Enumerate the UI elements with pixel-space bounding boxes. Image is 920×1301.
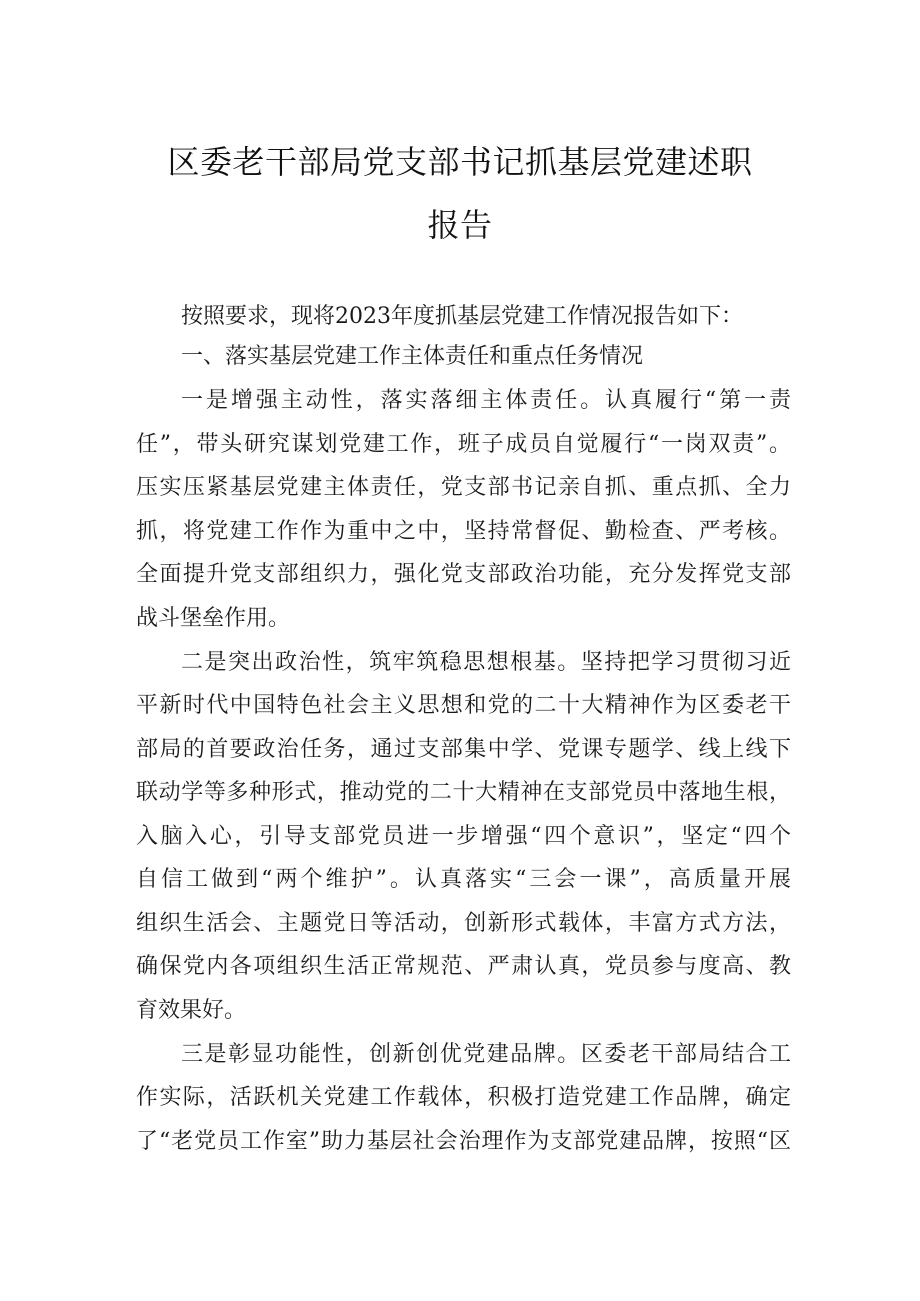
paragraph-line: 组织生活会、主题党日等活动，创新形式载体，丰富方式方法， — [136, 911, 791, 936]
paragraph-line: 入脑入心，引导支部党员进一步增强“四个意识”，坚定“四个 — [136, 824, 791, 849]
paragraph-line: 全面提升党支部组织力，强化党支部政治功能，充分发挥党支部 — [136, 562, 791, 587]
paragraph-line: 战斗堡垒作用。 — [136, 606, 291, 631]
paragraph-line: 自信工做到“两个维护”。认真落实“三会一课”，高质量开展 — [136, 867, 791, 892]
document-title-line-1: 区委老干部局党支部书记抓基层党建述职 — [167, 143, 753, 181]
paragraph-line: 三是彰显功能性，创新创优党建品牌。区委老干部局结合工 — [181, 1042, 791, 1067]
paragraph-line: 作实际，活跃机关党建工作载体，积极打造党建工作品牌，确定 — [136, 1085, 791, 1110]
paragraph-line: 了“老党员工作室”助力基层社会治理作为支部党建品牌，按照“区 — [136, 1129, 791, 1154]
paragraph-line: 部局的首要政治任务，通过支部集中学、党课专题学、线上线下 — [136, 737, 791, 762]
document-title-line-2: 报告 — [427, 206, 493, 244]
paragraph-line: 二是突出政治性，筑牢筑稳思想根基。坚持把学习贯彻习近 — [181, 650, 791, 675]
intro-paragraph: 按照要求，现将2023年度抓基层党建工作情况报告如下： — [181, 304, 743, 329]
paragraph-line: 压实压紧基层党建主体责任，党支部书记亲自抓、重点抓、全力 — [136, 475, 791, 500]
section-heading-1: 一、落实基层党建工作主体责任和重点任务情况 — [181, 344, 644, 369]
paragraph-line: 一是增强主动性，落实落细主体责任。认真履行“第一责 — [181, 388, 791, 413]
paragraph-line: 抓，将党建工作作为重中之中，坚持常督促、勤检查、严考核。 — [136, 519, 791, 544]
paragraph-line: 育效果好。 — [136, 998, 247, 1023]
paragraph-line: 联动学等多种形式，推动党的二十大精神在支部党员中落地生根， — [136, 780, 791, 805]
paragraph-line: 平新时代中国特色社会主义思想和党的二十大精神作为区委老干 — [136, 693, 791, 718]
paragraph-line: 确保党内各项组织生活正常规范、严肃认真，党员参与度高、教 — [136, 954, 791, 979]
paragraph-line: 任”，带头研究谋划党建工作，班子成员自觉履行“一岗双责”。 — [136, 432, 791, 457]
